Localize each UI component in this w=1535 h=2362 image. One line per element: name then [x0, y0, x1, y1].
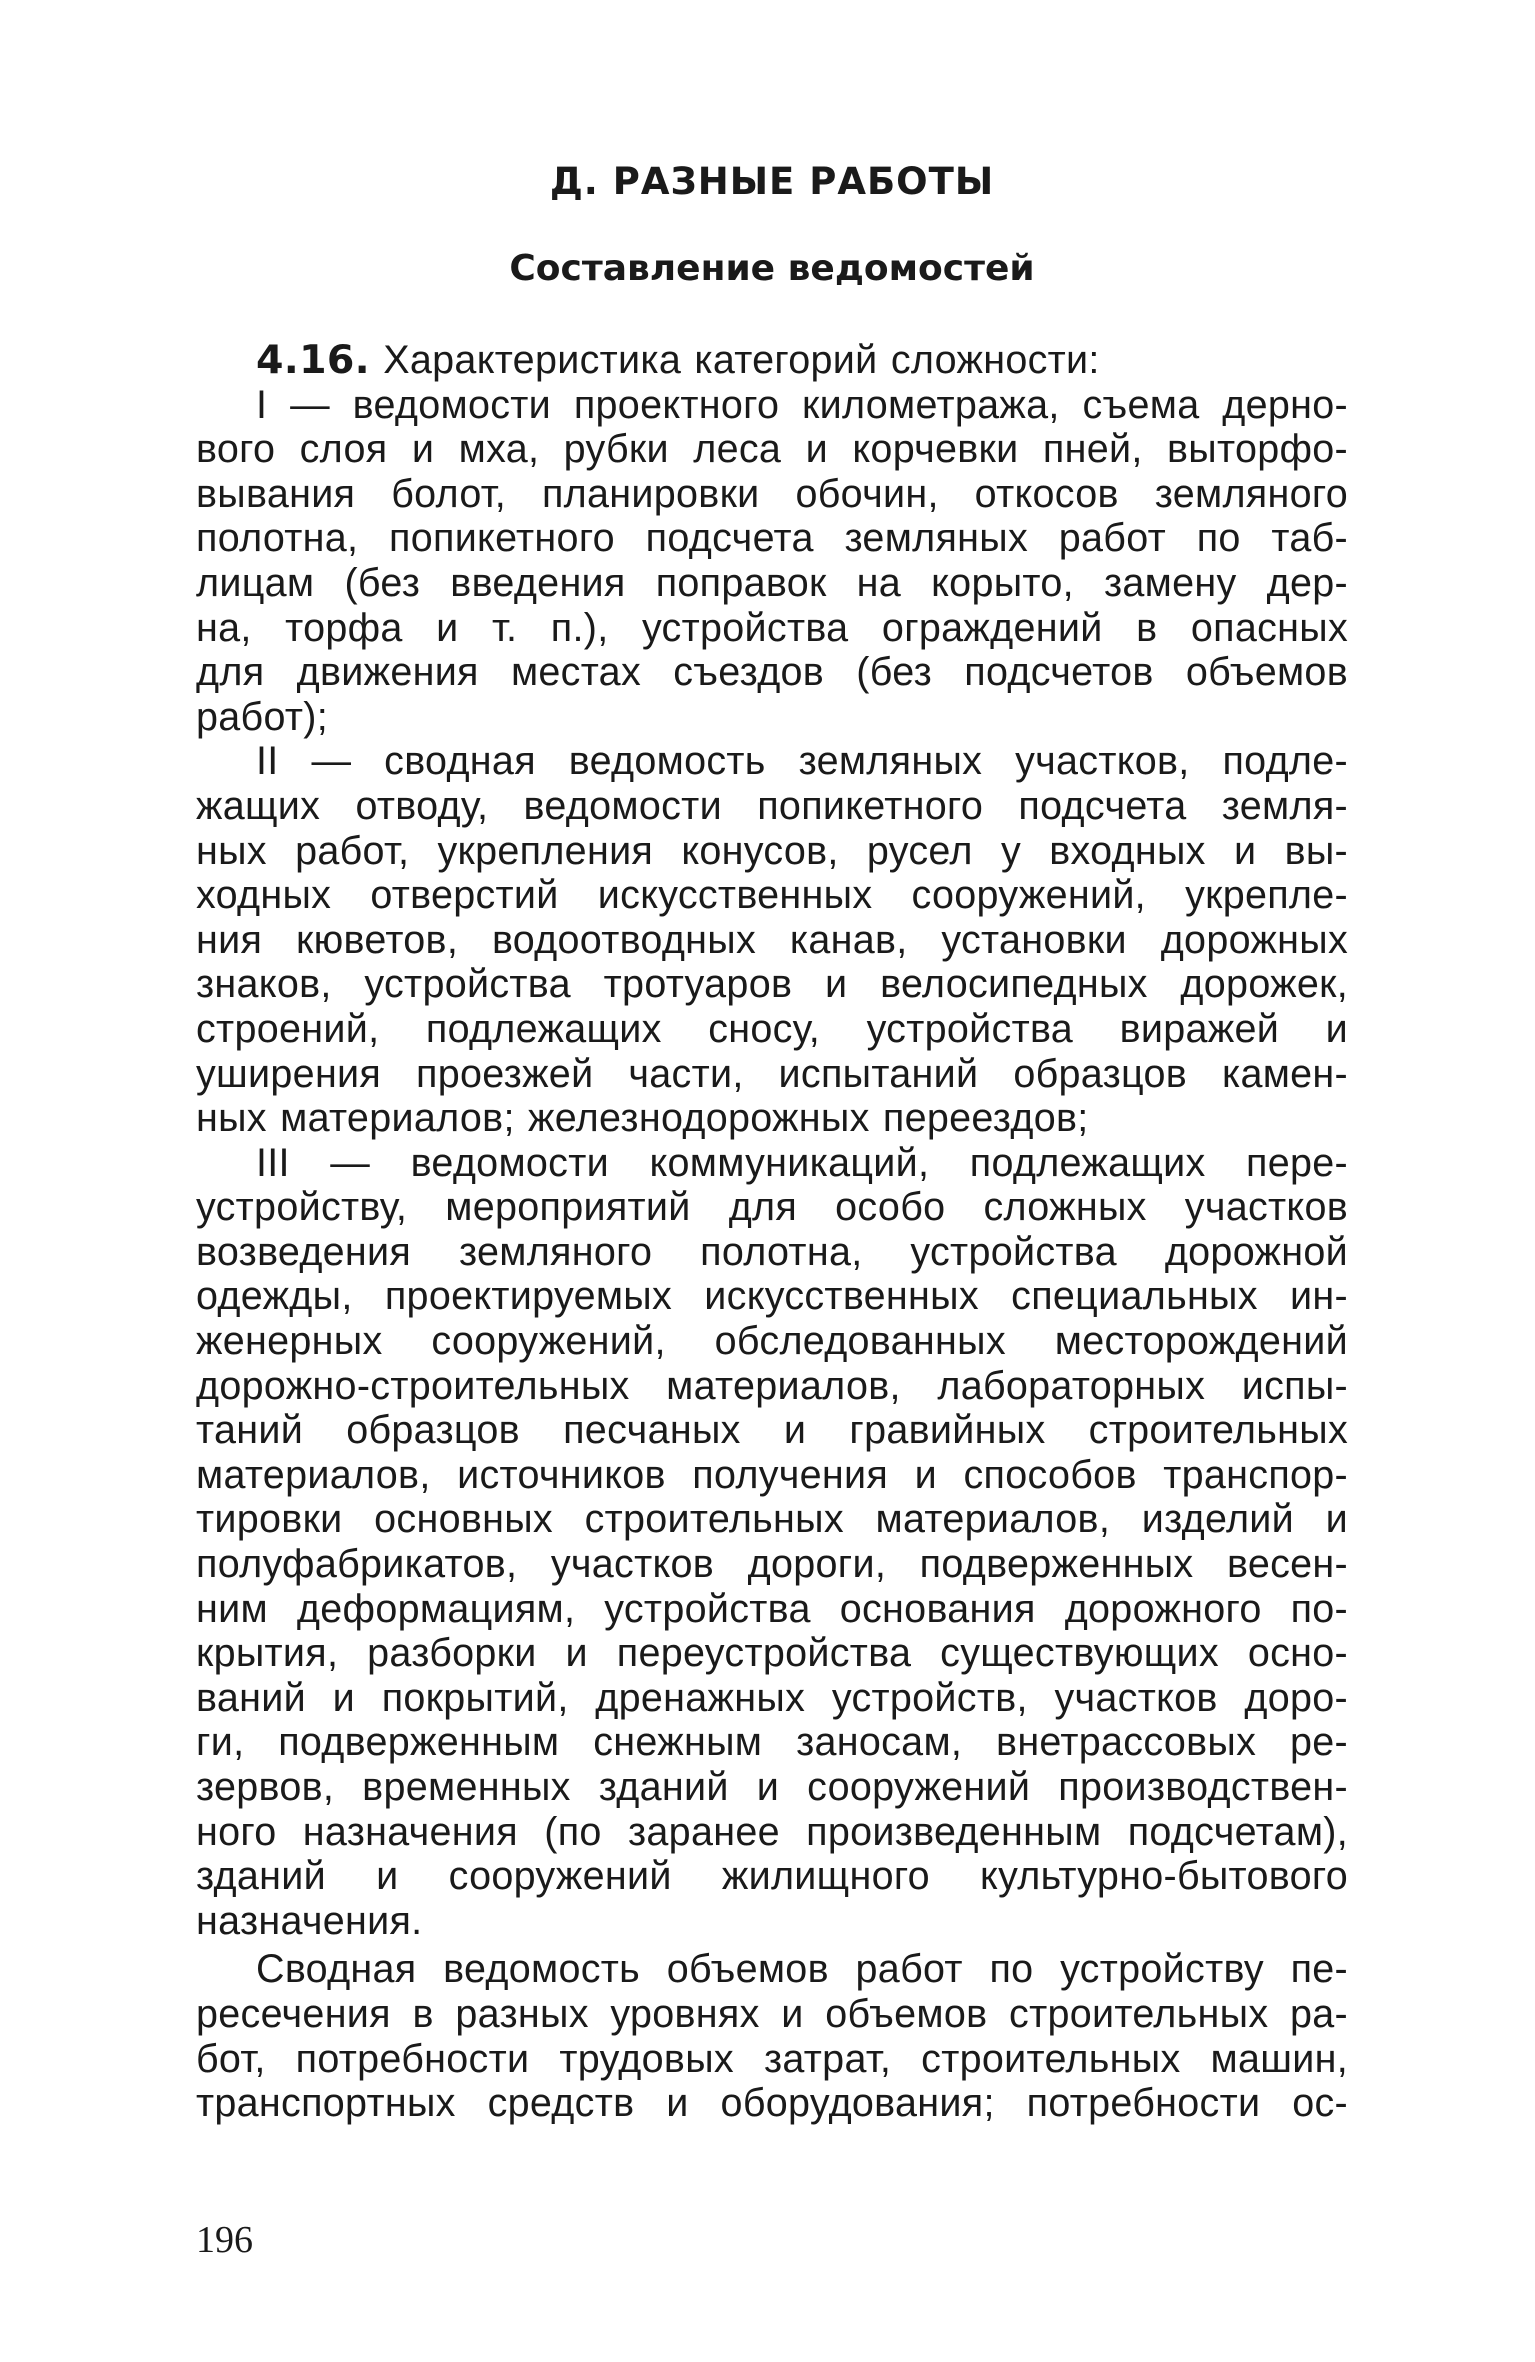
text-line: жащих отводу, ведомости попикетного подсчета земля-: [196, 783, 1348, 828]
text-line: бот, потребности трудовых затрат, строительных машин,: [196, 2036, 1348, 2081]
text-line: вого слоя и мха, рубки леса и корчевки пней, выторфо-: [196, 427, 1348, 472]
text-line: ния кюветов, водоотводных канав, установки дорожных: [196, 917, 1348, 962]
text-line: лицам (без введения поправок на корыто, замену дер-: [196, 560, 1348, 605]
text-line: ги, подверженным снежным заносам, внетрассовых ре-: [196, 1720, 1348, 1765]
text-line: зервов, временных зданий и сооружений производствен-: [196, 1765, 1348, 1809]
text-line: ресечения в разных уровнях и объемов строительных ра-: [196, 1991, 1348, 2036]
text-line: на, торфа и т. п.), устройства ограждений в опасных: [196, 605, 1348, 650]
paragraph-intro-text: Характеристика категорий сложности:: [383, 338, 1100, 382]
text-line: таний образцов песчаных и гравийных строительных: [196, 1408, 1348, 1453]
text-line: II — сводная ведомость земляных участков, подле-: [256, 739, 1348, 784]
text-line: тировки основных строительных материалов, изделий и: [196, 1497, 1348, 1542]
text-line: ваний и покрытий, дренажных устройств, участков доро-: [196, 1675, 1348, 1720]
text-line: назначения.: [196, 1898, 423, 1943]
text-line: знаков, устройства тротуаров и велосипедных дорожек,: [196, 962, 1348, 1007]
text-line: уширения проезжей части, испытаний образцов камен-: [196, 1051, 1348, 1096]
paragraph-category-3: [196, 1141, 1348, 1944]
text-line: женерных сооружений, обследованных месторождений: [196, 1319, 1348, 1364]
text-line: материалов, источников получения и способов транспор-: [196, 1452, 1348, 1497]
text-line: возведения земляного полотна, устройства дорожной: [196, 1229, 1348, 1274]
paragraph-category-2: [196, 739, 1348, 1140]
paragraph-category-1: [196, 383, 1348, 740]
text-line: работ);: [196, 694, 328, 739]
text-line: одежды, проектируемых искусственных специальных ин-: [196, 1274, 1348, 1319]
text-line: транспортных средств и оборудования; потребности ос-: [196, 2081, 1348, 2126]
text-line: устройству, мероприятий для особо сложных участков: [196, 1185, 1348, 1230]
text-line: вывания болот, планировки обочин, откосов земляного: [196, 471, 1348, 516]
paragraph-number: 4.16.: [256, 337, 370, 383]
text-line: строений, подлежащих сносу, устройства виражей и: [196, 1006, 1348, 1051]
text-line: ходных отверстий искусственных сооружений, укрепле-: [196, 873, 1348, 918]
text-line: I — ведомости проектного километража, съема дерно-: [256, 382, 1348, 427]
section-title: Д. РАЗНЫЕ РАБОТЫ: [549, 160, 995, 203]
text-line: ного назначения (по заранее произведенным подсчетам),: [196, 1809, 1348, 1854]
text-line: дорожно-строительных материалов, лабораторных испы-: [196, 1363, 1348, 1408]
text-line: ных материалов; железнодорожных переездов;: [196, 1096, 1089, 1141]
text-line: ных работ, укрепления конусов, русел у входных и вы-: [196, 828, 1348, 873]
page-number: 196: [196, 2219, 253, 2261]
text-line: для движения местах съездов (без подсчетов объемов: [196, 650, 1348, 695]
text-line: крытия, разборки и переустройства существующих осно-: [196, 1631, 1348, 1676]
text-line: ним деформациям, устройства основания дорожного по-: [196, 1586, 1348, 1631]
text-line: III — ведомости коммуникаций, подлежащих пере-: [256, 1140, 1348, 1185]
text-line: полуфабрикатов, участков дороги, подверженных весен-: [196, 1542, 1348, 1587]
text-line: полотна, попикетного подсчета земляных работ по таб-: [196, 516, 1348, 561]
paragraph-intro: [196, 338, 1348, 383]
text-line: зданий и сооружений жилищного культурно-бытового: [196, 1854, 1348, 1899]
subsection-title: Составление ведомостей: [509, 248, 1035, 289]
text-line: Сводная ведомость объемов работ по устройству пе-: [256, 1947, 1348, 1992]
paragraph-summary: [196, 1947, 1348, 2125]
body-text: [196, 338, 1348, 2126]
